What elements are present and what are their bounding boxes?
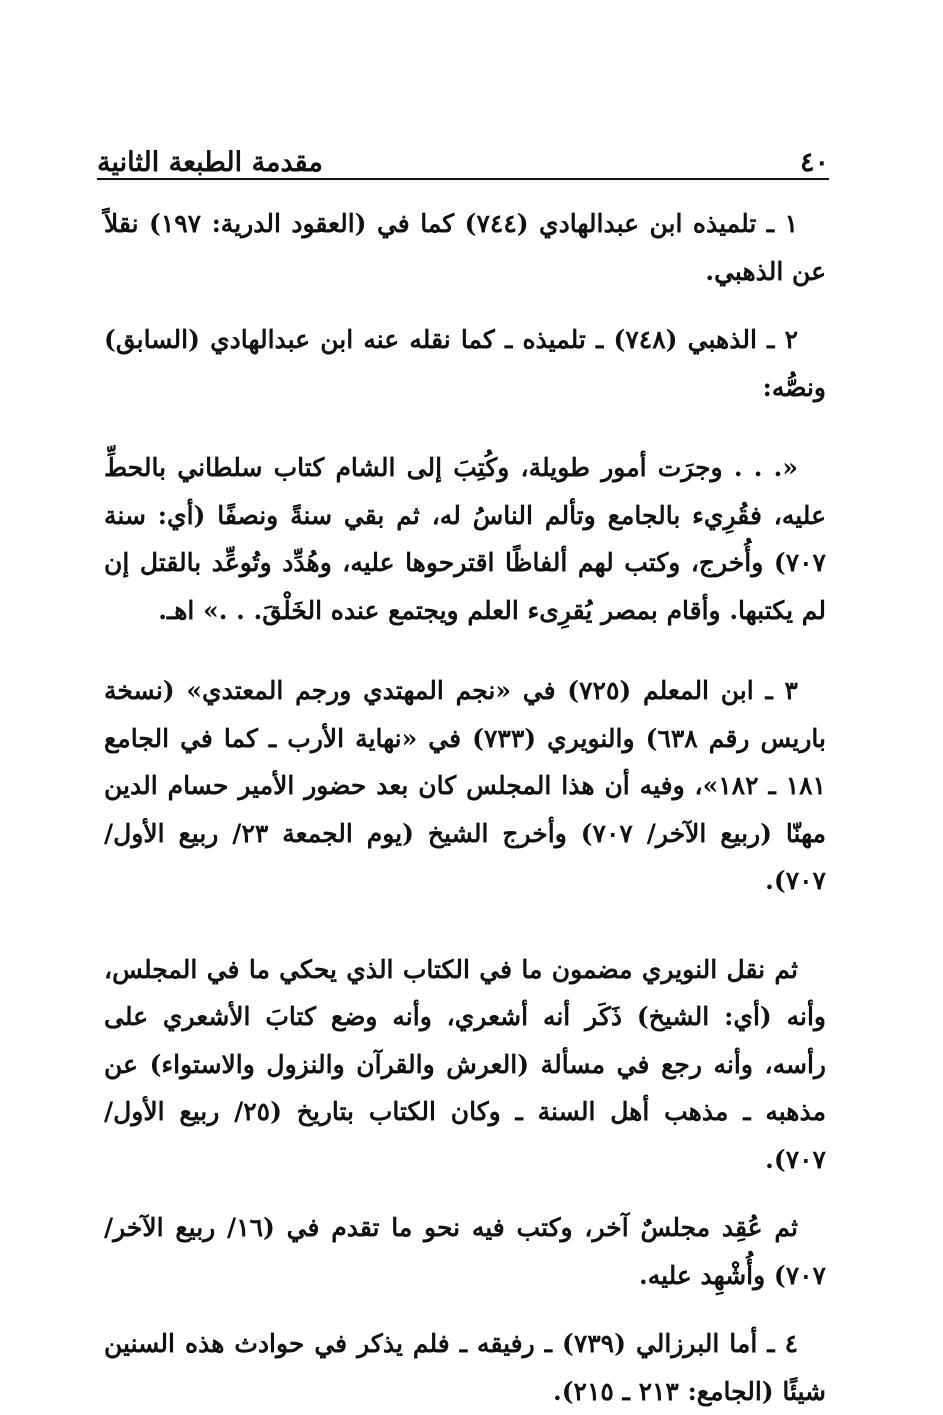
paragraph-2: ٢ ـ الذهبي (٧٤٨) ـ تلميذه ـ كما نقله عنه ابن عبدالهادي (السابق) ونصُّه: bbox=[104, 325, 826, 402]
paragraph-6: ٤ ـ أما البرزالي (٧٣٩) ـ رفيقه ـ فلم يذكر في حوادث هذه السنين شيئًا (الجامع: ٢١٣ ـ ٢١٥). bbox=[104, 1329, 826, 1406]
header-rule bbox=[97, 178, 829, 180]
paragraph-5: ثم عُقِد مجلسٌ آخر، وكتب فيه نحو ما تقدم في (١٦/ ربيع الآخر/ ٧٠٧) وأُشْهِد عليه. bbox=[104, 1213, 826, 1290]
paragraph-3: ٣ ـ ابن المعلم (٧٢٥) في «نجم المهتدي ورجم المعتدي» (نسخة باريس رقم ٦٣٨) والنويري (٧٣٣) في «نهاية الأرب ـ كما في الجامع ١٨١ ـ ١٨٢»، وفيه أن هذا المجلس كان بعد حضور الأمير حسام الدين مهنّا (ربيع الآخر/ ٧٠٧) وأخرج الشيخ (يوم الجمعة ٢٣/ ربيع الأول/ ٧٠٧). bbox=[104, 676, 826, 895]
paragraph-quote: «. . . وجرَت أمور طويلة، وكُتِبَ إلى الشام كتاب سلطاني بالحطِّ عليه، فقُرِيء بالجامع وتألم الناسُ له، ثم بقي سنةً ونصفًا (أي: سنة ٧٠٧) وأُخرج، وكتب لهم ألفاظًا اقترحوها عليه، وهُدِّد وتُوعِّد بالقتل إن لم يكتبها. وأقام بمصر يُقرِىء العلم ويجتمع عنده الخَلْقَ. . .» اهـ. bbox=[104, 453, 826, 625]
page-number: ٤٠ bbox=[799, 147, 829, 178]
running-header bbox=[97, 138, 829, 178]
paragraph-4: ثم نقل النويري مضمون ما في الكتاب الذي يحكي ما في المجلس، وأنه (أي: الشيخ) ذَكَر أنه أشعري، وأنه وضع كتابَ الأشعري على رأسه، وأنه رجع في مسألة (العرش والقرآن والنزول والاستواء) عن مذهبه ـ مذهب أهل السنة ـ وكان الكتاب بتاريخ (٢٥/ ربيع الأول/ ٧٠٧). bbox=[104, 954, 826, 1174]
section-title: مقدمة الطبعة الثانية bbox=[97, 147, 323, 178]
page-body bbox=[104, 200, 826, 1415]
paragraph-1: ١ ـ تلميذه ابن عبدالهادي (٧٤٤) كما في (العقود الدرية: ١٩٧) نقلاً عن الذهبي. bbox=[104, 209, 826, 286]
